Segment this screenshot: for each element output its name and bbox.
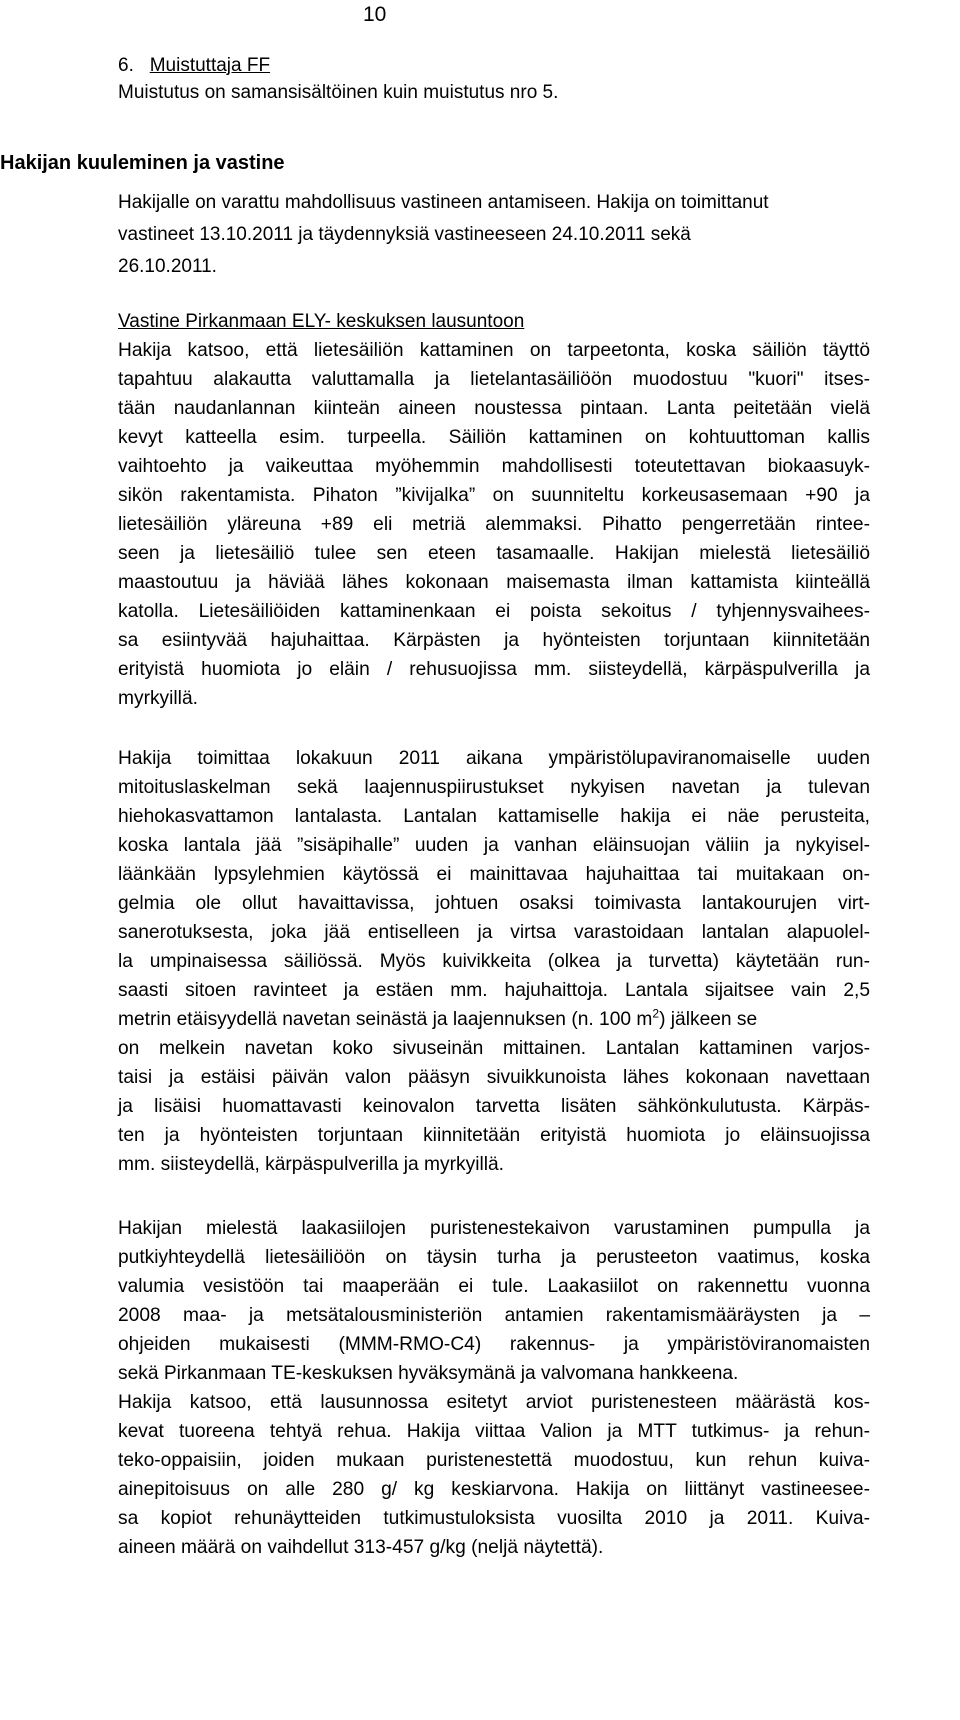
page-number: 10 bbox=[363, 3, 387, 26]
section-heading bbox=[118, 55, 270, 77]
response-heading: Hakijan kuuleminen ja vastine bbox=[0, 152, 285, 174]
text-line: saasti sitoen ravinteet ja estäen mm. hajuhaittoja. Lantala sijaitsee vain 2,5 bbox=[118, 980, 870, 1001]
text-line: 2008 maa- ja metsätalousministeriön antamien rakentamismääräysten ja – bbox=[118, 1305, 870, 1326]
paragraph-1 bbox=[118, 336, 870, 713]
text-segment: metrin etäisyydellä navetan seinästä ja laajennuksen (n. 100 m bbox=[118, 1009, 653, 1030]
text-line: sekä Pirkanmaan TE-keskuksen hyväksymänä ja valvomana hankkeena. bbox=[118, 1363, 739, 1384]
text-line: ohjeiden mukaisesti (MMM-RMO-C4) rakennus- ja ympäristöviranomaisten bbox=[118, 1334, 870, 1355]
text-line: sanerotuksesta, joka jää entiselleen ja virtsa varastoidaan lantalan alapuolel- bbox=[118, 922, 870, 943]
text-line: tapahtuu alakautta valuttamalla ja lietelantasäiliöön muodostuu "kuori" itses- bbox=[118, 369, 870, 390]
text-line: kevat tuoreena tehtyä rehua. Hakija viittaa Valion ja MTT tutkimus- ja rehun- bbox=[118, 1421, 870, 1442]
intro-line: vastineet 13.10.2011 ja täydennyksiä vastineeseen 24.10.2011 sekä bbox=[118, 224, 691, 245]
text-line: kevyt katteella esim. turpeella. Säiliön kattaminen on kohtuuttoman kallis bbox=[118, 427, 870, 448]
text-line: Hakija katsoo, että lausunnossa esitetyt arviot puristenesteen määrästä kos- bbox=[118, 1392, 870, 1413]
text-line: valumia vesistöön tai maaperään ei tule. Laakasiilot on rakennettu vuonna bbox=[118, 1276, 870, 1297]
text-line: koska lantala jää ”sisäpihalle” uuden ja vanhan eläinsuojan väliin ja nykyisel- bbox=[118, 835, 870, 856]
text-line: teko-oppaisiin, joiden mukaan puristenestettä muodostuu, kun rehun kuiva- bbox=[118, 1450, 870, 1471]
text-line: gelmia ole ollut havaittavissa, johtuen osaksi toimivasta lantakourujen virt- bbox=[118, 893, 870, 914]
text-line: aineen määrä on vaihdellut 313-457 g/kg (neljä näytettä). bbox=[118, 1537, 604, 1558]
text-line: myrkyillä. bbox=[118, 688, 198, 709]
text-line: läänkään lypsylehmien käytössä ei mainittavaa hajuhaittaa tai muitakaan on- bbox=[118, 864, 870, 885]
text-line: Hakija katsoo, että lietesäiliön kattaminen on tarpeetonta, koska säiliön täyttö bbox=[118, 340, 870, 361]
text-line: hiehokasvattamon lantalasta. Lantalan kattamiselle hakija ei näe perusteita, bbox=[118, 806, 870, 827]
text-line: erityistä huomiota jo eläin / rehusuojissa mm. siisteydellä, kärpäspulverilla ja bbox=[118, 659, 870, 680]
text-line: maastoutuu ja häviää lähes kokonaan maisemasta ilman kattamista kiinteällä bbox=[118, 572, 870, 593]
text-line: sa kopiot rehunäytteiden tutkimustuloksista vuosilta 2010 ja 2011. Kuiva- bbox=[118, 1508, 870, 1529]
superscript: 2 bbox=[652, 1006, 660, 1021]
text-line: la umpinaisessa säiliössä. Myös kuivikkeita (olkea ja turvetta) käytetään run- bbox=[118, 951, 870, 972]
text-line: tään naudanlannan kiinteän aineen noustessa pintaan. Lanta peitetään vielä bbox=[118, 398, 870, 419]
section-text: Muistutus on samansisältöinen kuin muistutus nro 5. bbox=[118, 82, 559, 103]
text-line-with-superscript bbox=[118, 1005, 870, 1034]
text-line: Hakija toimittaa lokakuun 2011 aikana ympäristölupaviranomaiselle uuden bbox=[118, 748, 870, 769]
text-line: mm. siisteydellä, kärpäspulverilla ja myrkyillä. bbox=[118, 1154, 504, 1175]
text-segment: ) jälkeen se bbox=[659, 1009, 758, 1030]
text-line: ja lisäisi huomattavasti keinovalon tarvetta lisäten sähkönkulutusta. Kärpäs- bbox=[118, 1096, 870, 1117]
subheading: Vastine Pirkanmaan ELY- keskuksen lausuntoon bbox=[118, 311, 525, 332]
intro-line: Hakijalle on varattu mahdollisuus vastineen antamiseen. Hakija on toimittanut bbox=[118, 192, 769, 213]
section-number: 6. bbox=[118, 55, 134, 76]
text-line: seen ja lietesäiliö tulee sen eteen tasamaalle. Hakijan mielestä lietesäiliö bbox=[118, 543, 870, 564]
text-line: mitoituslaskelman sekä laajennuspiirustukset nykyisen navetan ja tulevan bbox=[118, 777, 870, 798]
text-line: ten ja hyönteisten torjuntaan kiinnitetään erityistä huomiota jo eläinsuojissa bbox=[118, 1125, 870, 1146]
text-line: on melkein navetan koko sivuseinän mittainen. Lantalan kattaminen varjos- bbox=[118, 1038, 870, 1059]
text-line: putkiyhteydellä lietesäiliöön on täysin turha ja perusteeton vaatimus, koska bbox=[118, 1247, 870, 1268]
text-line: ainepitoisuus on alle 280 g/ kg keskiarvona. Hakija on liittänyt vastineesee- bbox=[118, 1479, 870, 1500]
text-line: lietesäiliön yläreuna +89 eli metriä alemmaksi. Pihatto pengerretään rintee- bbox=[118, 514, 870, 535]
text-line: sa esiintyvää hajuhaittaa. Kärpästen ja hyönteisten torjuntaan kiinnitetään bbox=[118, 630, 870, 651]
section-title: Muistuttaja FF bbox=[149, 55, 271, 76]
text-line: katolla. Lietesäiliöiden kattaminenkaan ei poista sekoitus / tyhjennysvaihees- bbox=[118, 601, 870, 622]
text-line: taisi ja estäisi päivän valon pääsyn sivuikkunoista lähes kokonaan navettaan bbox=[118, 1067, 870, 1088]
paragraph-3 bbox=[118, 1214, 870, 1562]
intro-line: 26.10.2011. bbox=[118, 256, 217, 277]
text-line: sikön rakentamista. Pihaton ”kivijalka” on suunniteltu korkeusasemaan +90 ja bbox=[118, 485, 870, 506]
paragraph-2 bbox=[118, 744, 870, 1179]
text-line: vaihtoehto ja vaikeuttaa myöhemmin mahdollisesti toteutettavan biokaasuyk- bbox=[118, 456, 870, 477]
text-line: Hakijan mielestä laakasiilojen puristenestekaivon varustaminen pumpulla ja bbox=[118, 1218, 870, 1239]
